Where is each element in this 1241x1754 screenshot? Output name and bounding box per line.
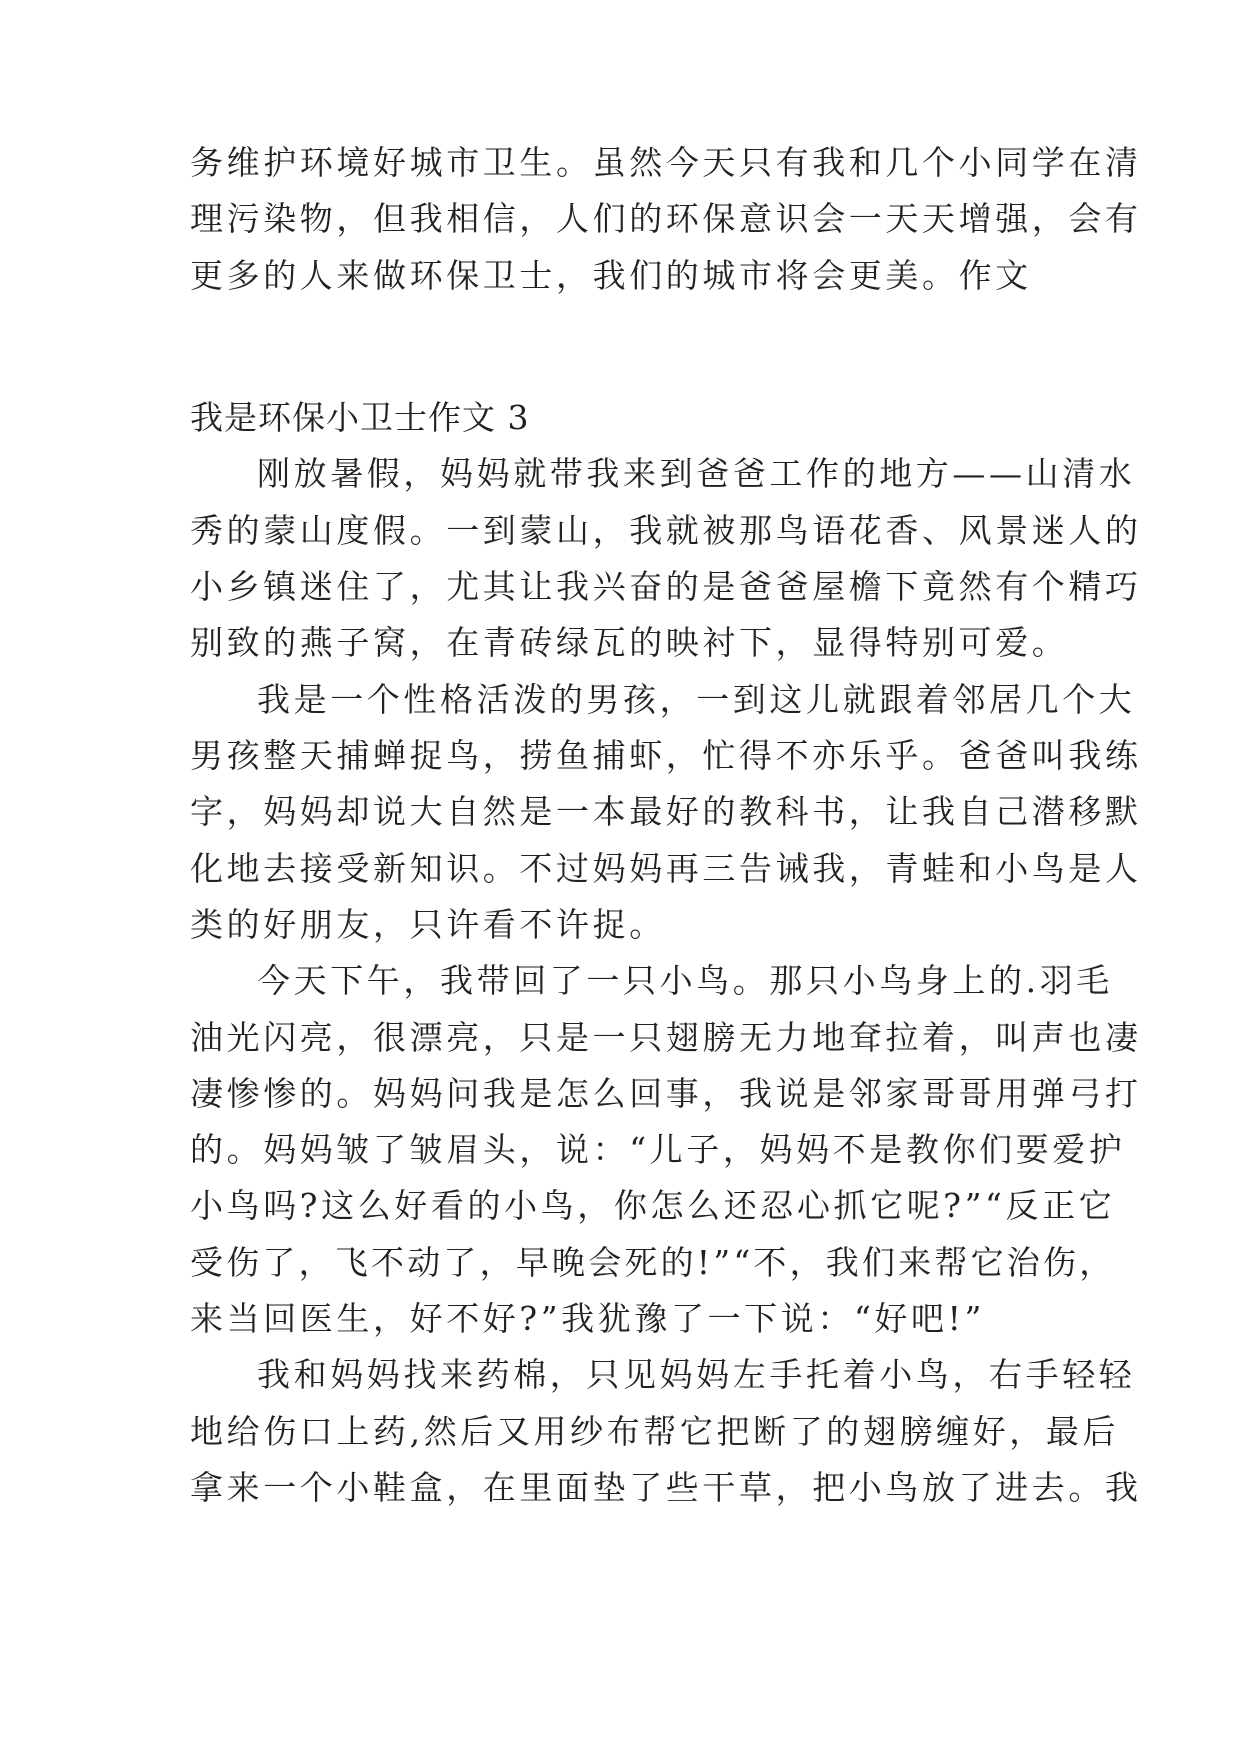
text-line: 我和妈妈找来药棉，只见妈妈左手托着小鸟，右手轻轻 [257,1355,1136,1394]
heading-text: 我是环保小卫士作文 3 [190,398,530,437]
text-line: 字，妈妈却说大自然是一本最好的教科书，让我自己潜移默 [190,792,1142,831]
text-line: 来当回医生，好不好?”我犹豫了一下说：“好吧!” [190,1299,985,1338]
text-line: 受伤了，飞不动了，早晚会死的!”“不，我们来帮它治伤， [190,1243,1116,1282]
text-line: 我是一个性格活泼的男孩，一到这儿就跟着邻居几个大 [257,680,1136,719]
text-line: 地给伤口上药,然后又用纱布帮它把断了的翅膀缠好，最后 [190,1412,1120,1451]
text-line: 今天下午，我带回了一只小鸟。那只小鸟身上的.羽毛 [257,961,1113,1000]
text-line: 化地去接受新知识。不过妈妈再三告诫我，青蛙和小鸟是人 [190,849,1142,888]
text-line: 刚放暑假，妈妈就带我来到爸爸工作的地方——山清水 [257,454,1136,493]
text-line: 小乡镇迷住了，尤其让我兴奋的是爸爸屋檐下竟然有个精巧 [190,567,1142,606]
text-line: 别致的燕子窝，在青砖绿瓦的映衬下，显得特别可爱。 [190,623,1069,662]
text-line: 油光闪亮，很漂亮，只是一只翅膀无力地耷拉着，叫声也凄 [190,1018,1142,1057]
text-line: 更多的人来做环保卫士，我们的城市将会更美。作文 [190,256,1032,295]
text-line: 拿来一个小鞋盒，在里面垫了些干草，把小鸟放了进去。我 [190,1468,1142,1507]
text-line: 理污染物，但我相信，人们的环保意识会一天天增强，会有 [190,199,1142,238]
text-line: 凄惨惨的。妈妈问我是怎么回事，我说是邻家哥哥用弹弓打 [190,1074,1142,1113]
text-line: 男孩整天捕蝉捉鸟，捞鱼捕虾，忙得不亦乐乎。爸爸叫我练 [190,736,1142,775]
text-line: 类的好朋友，只许看不许捉。 [190,905,666,944]
text-line: 的。妈妈皱了皱眉头，说：“儿子，妈妈不是教你们要爱护 [190,1130,1126,1169]
text-line: 小鸟吗?这么好看的小鸟，你怎么还忍心抓它呢?”“反正它 [190,1186,1116,1225]
text-line: 务维护环境好城市卫生。虽然今天只有我和几个小同学在清 [190,143,1142,182]
text-line: 秀的蒙山度假。一到蒙山，我就被那鸟语花香、风景迷人的 [190,511,1142,550]
